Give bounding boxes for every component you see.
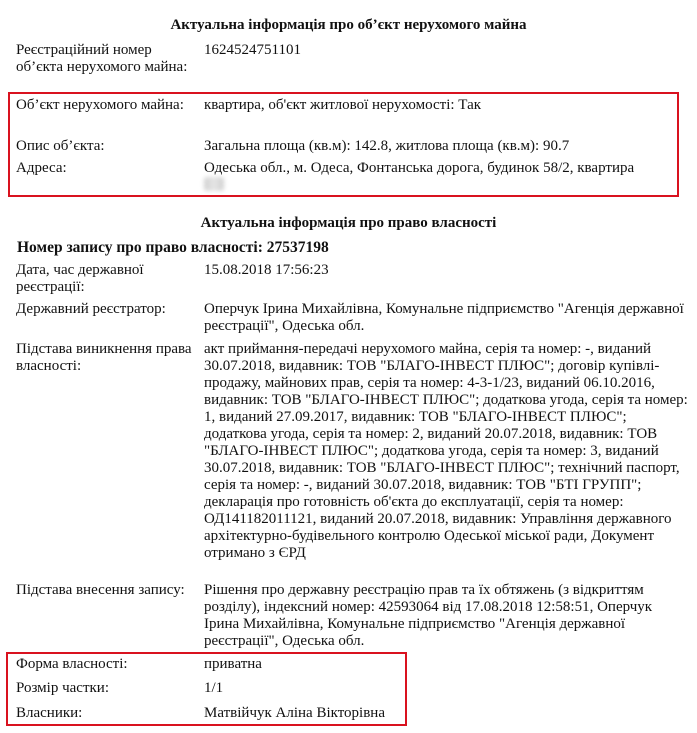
owners-value: Матвійчук Аліна Вікторівна: [204, 705, 385, 721]
address-value: Одеська обл., м. Одеса, Фонтанська дорога, будинок 58/2, квартира: [204, 160, 635, 176]
object-section-title: Актуальна інформація про об’єкт нерухомого майна: [170, 17, 527, 33]
ownership-basis-value: акт приймання-передачі нерухомого майна, серія та номер: -, виданий 30.07.2018, видавник: ТОВ "БЛАГО-ІНВЕСТ ПЛЮС"; договір купівлі-продажу, майнових прав, серія та номер: 4-3-1/23, виданий 06.10.2016, видавник: ТОВ "БЛАГО-ІНВЕСТ ПЛЮС"; додаткова угода, серія та номер: 1, виданий 27.09.2017, видавник: ТОВ "БЛАГО-ІНВЕСТ ПЛЮС"; додаткова угода, серія та номер: 2, виданий 20.07.2018, видавник: ТОВ "БЛАГО-ІНВЕСТ ПЛЮС"; додаткова угода, серія та номер: 3, виданий 30.07.2018, видавник: ТОВ "БЛАГО-ІНВЕСТ ПЛЮС"; технічний паспорт, серія та номер: -, виданий 30.07.2018, видавник: ТОВ "БТІ ГРУПП"; декларація про готовність об'єкта до експлуатації, серія та номер: ОД141182011121, виданий 20.07.2018, видавник: Управління державного архітектурно-будівельного контролю Одеської міської ради, Документ отримано з ЄРД: [204, 341, 688, 561]
registrar-label: Державний реєстратор:: [16, 301, 166, 317]
object-type-value: квартира, об'єкт житлової нерухомості: Так: [204, 97, 482, 113]
reg-number-label: Реєстраційний номер об’єкта нерухомого майна:: [16, 42, 188, 75]
entry-basis-value: Рішення про державну реєстрацію прав та їх обтяжень (з відкриттям розділу), індексний номер: 42593064 від 17.08.2018 12:58:51, Оперчук Ірина Михайлівна, Комунальне підприємство "Агенція державної реєстрації", Одеська обл.: [204, 582, 653, 649]
share-size-label: Розмір частки:: [16, 680, 109, 696]
object-description-value: Загальна площа (кв.м): 142.8, житлова площа (кв.м): 90.7: [204, 138, 570, 154]
record-number-value: 27537198: [266, 239, 329, 256]
address-label: Адреса:: [16, 160, 67, 176]
reg-number-value: 1624524751101: [204, 42, 301, 58]
ownership-form-value: приватна: [204, 656, 262, 672]
record-number-line: [17, 239, 329, 256]
object-type-label: Об’єкт нерухомого майна:: [16, 97, 184, 113]
ownership-basis-label: Підстава виникнення права власності:: [16, 341, 192, 374]
registration-date-label: Дата, час державної реєстрації:: [16, 262, 144, 295]
share-size-value: 1/1: [204, 680, 224, 696]
ownership-form-label: Форма власності:: [16, 656, 128, 672]
registration-date-value: 15.08.2018 17:56:23: [204, 262, 329, 278]
object-description-label: Опис об’єкта:: [16, 138, 105, 154]
ownership-highlight-box: [6, 652, 407, 726]
ownership-section-title: Актуальна інформація про право власності: [200, 215, 497, 231]
registrar-value: Оперчук Ірина Михайлівна, Комунальне підприємство "Агенція державної реєстрації", Одеська обл.: [204, 301, 684, 334]
entry-basis-label: Підстава внесення запису:: [16, 582, 185, 598]
object-highlight-box: [8, 92, 679, 197]
record-number-label: Номер запису про право власності:: [17, 239, 263, 256]
owners-label: Власники:: [16, 705, 83, 721]
